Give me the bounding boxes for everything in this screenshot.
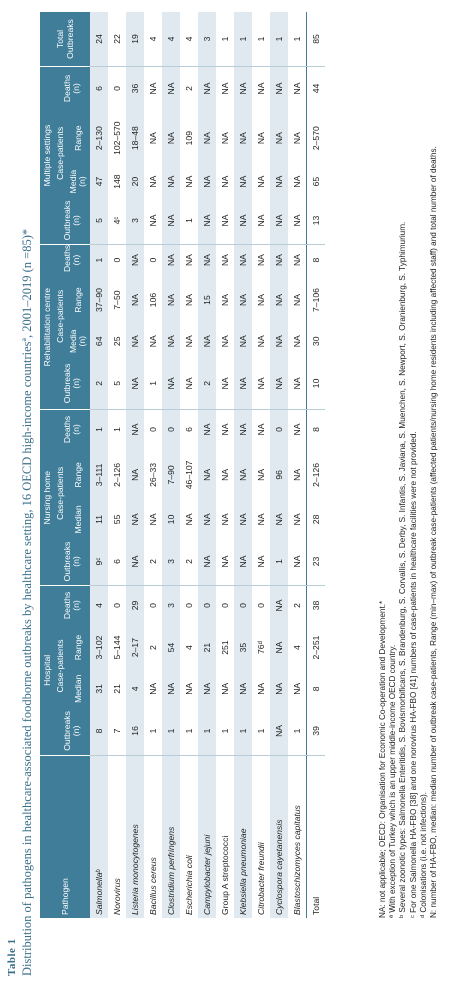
- value-cell: 64: [90, 325, 108, 358]
- value-cell: NA: [288, 670, 307, 707]
- value-cell: 1: [162, 707, 180, 755]
- value-cell: NA: [198, 501, 216, 538]
- value-cell: NA: [234, 275, 252, 325]
- total-cell: 1: [270, 12, 288, 66]
- value-cell: 4: [90, 586, 108, 625]
- value-cell: NA: [234, 325, 252, 358]
- footnote: ᶜ For one Salmonella HA-FBO [38] and one norovirus HA-FBO [41] numbers of case-patients in healthcare facilities were not provided.: [408, 431, 418, 918]
- value-cell: NA: [198, 166, 216, 196]
- value-cell: NA: [252, 670, 270, 707]
- value-cell: NA: [252, 410, 270, 449]
- value-cell: NA: [252, 66, 270, 109]
- value-cell: NA: [288, 325, 307, 358]
- value-cell: NA: [126, 358, 144, 410]
- value-cell: NA: [216, 275, 234, 325]
- value-cell: 5: [90, 197, 108, 245]
- total-cell: 4: [180, 12, 198, 66]
- value-cell: 3: [162, 586, 180, 625]
- value-cell: NA: [180, 166, 198, 196]
- value-cell: 4: [180, 625, 198, 671]
- value-cell: 3: [126, 197, 144, 245]
- value-cell: NA: [288, 538, 307, 586]
- value-cell: 6: [108, 538, 126, 586]
- value-cell: NA: [252, 358, 270, 410]
- setting-nursing-home: Nursing home: [40, 410, 53, 586]
- table-row: [198, 12, 216, 918]
- value-cell: 31: [90, 670, 108, 707]
- rehab-range-header: Range: [66, 275, 90, 325]
- value-cell: NA: [144, 66, 162, 109]
- value-cell: NA: [162, 66, 180, 109]
- pathogen-cell: Salmonellaᵇ: [90, 755, 108, 918]
- table-body: [90, 12, 325, 918]
- value-cell: 7–50: [108, 275, 126, 325]
- value-cell: NA: [126, 449, 144, 501]
- rehab-median-header: Media (n): [66, 325, 90, 358]
- footnote: ᵇ Several zoonotic types: Salmonella Enteritidis, S. Bovismorbificans, S. Brandenburg, S. Corvallis, S. Derby, S. Infantis, S. Javiana, S. Muenchen, S. Newport, S. Oranienburg, S. Typhimurium.: [398, 221, 408, 918]
- value-cell: NA: [198, 449, 216, 501]
- value-cell: NA: [180, 275, 198, 325]
- value-cell: NA: [234, 166, 252, 196]
- value-cell: NA: [288, 501, 307, 538]
- value-cell: NA: [180, 245, 198, 275]
- value-cell: 102–570: [108, 110, 126, 166]
- value-cell: 0: [144, 410, 162, 449]
- table-row: [108, 12, 126, 918]
- value-cell: 0: [144, 586, 162, 625]
- rehab-outbreaks-header: Outbreaks (n): [53, 358, 90, 410]
- table-row: [234, 12, 252, 918]
- value-cell: 54: [162, 625, 180, 671]
- table-row: [126, 12, 144, 918]
- value-cell: NA: [288, 110, 307, 166]
- value-cell: NA: [252, 166, 270, 196]
- value-cell: NA: [234, 501, 252, 538]
- total-cell: 1: [216, 12, 234, 66]
- value-cell: NA: [144, 110, 162, 166]
- value-cell: NA: [198, 110, 216, 166]
- value-cell: NA: [162, 275, 180, 325]
- table-row: [90, 12, 108, 918]
- total-cell: 19: [126, 12, 144, 66]
- footnote: ᵈ Colonisations (i.e. not infections).: [418, 792, 428, 918]
- value-cell: 26–33: [144, 449, 162, 501]
- value-cell: 47: [90, 166, 108, 196]
- value-cell: NA: [216, 110, 234, 166]
- value-cell: NA: [126, 325, 144, 358]
- value-cell: 251: [216, 625, 234, 671]
- value-cell: 20: [126, 166, 144, 196]
- multi-deaths-header: Deaths (n): [53, 66, 90, 109]
- pathogen-cell: Cyclospora cayetanensis: [270, 755, 288, 918]
- value-cell: 2–126: [307, 449, 326, 501]
- value-cell: NA: [252, 501, 270, 538]
- value-cell: 1: [270, 538, 288, 586]
- value-cell: 2: [198, 358, 216, 410]
- value-cell: NA: [216, 66, 234, 109]
- value-cell: NA: [162, 358, 180, 410]
- value-cell: NA: [270, 625, 288, 671]
- value-cell: NA: [162, 197, 180, 245]
- total-cell: 1: [234, 12, 252, 66]
- multi-range-header: Range: [66, 110, 90, 166]
- value-cell: NA: [288, 449, 307, 501]
- value-cell: 8: [307, 410, 326, 449]
- value-cell: NA: [162, 110, 180, 166]
- value-cell: 44: [307, 66, 326, 109]
- value-cell: 1: [252, 707, 270, 755]
- value-cell: NA: [288, 410, 307, 449]
- value-cell: 23: [307, 538, 326, 586]
- value-cell: 2: [180, 66, 198, 109]
- total-cell: 4: [144, 12, 162, 66]
- value-cell: 10: [307, 358, 326, 410]
- table-footnotes: [378, 18, 439, 918]
- value-cell: 2: [90, 358, 108, 410]
- value-cell: 96: [270, 449, 288, 501]
- value-cell: NA: [234, 410, 252, 449]
- value-cell: NA: [288, 275, 307, 325]
- value-cell: 46–107: [180, 449, 198, 501]
- value-cell: NA: [144, 670, 162, 707]
- value-cell: 5–144: [108, 625, 126, 671]
- value-cell: 2: [144, 625, 162, 671]
- total-cell: 4: [162, 12, 180, 66]
- total-row: [307, 12, 326, 918]
- value-cell: 1: [144, 358, 162, 410]
- value-cell: NA: [252, 110, 270, 166]
- value-cell: NA: [180, 501, 198, 538]
- value-cell: 4ᶜ: [108, 197, 126, 245]
- value-cell: 21: [198, 625, 216, 671]
- value-cell: NA: [252, 449, 270, 501]
- pathogen-cell: Blastoschizomyces capitatus: [288, 755, 307, 918]
- value-cell: 30: [307, 325, 326, 358]
- value-cell: NA: [288, 358, 307, 410]
- value-cell: NA: [252, 245, 270, 275]
- value-cell: NA: [216, 358, 234, 410]
- pathogen-cell: Total: [307, 755, 326, 918]
- value-cell: 1: [216, 707, 234, 755]
- value-cell: NA: [234, 538, 252, 586]
- value-cell: NA: [270, 197, 288, 245]
- value-cell: 7: [108, 707, 126, 755]
- value-cell: 2–126: [108, 449, 126, 501]
- value-cell: 55: [108, 501, 126, 538]
- value-cell: NA: [270, 670, 288, 707]
- value-cell: NA: [252, 538, 270, 586]
- pathogen-header: Pathogen: [40, 755, 90, 918]
- value-cell: 0: [162, 410, 180, 449]
- multi-case-patients-header: Case-patients: [53, 110, 66, 197]
- pathogen-table: [40, 12, 325, 918]
- value-cell: NA: [270, 166, 288, 196]
- pathogen-cell: Norovirus: [108, 755, 126, 918]
- value-cell: NA: [234, 66, 252, 109]
- value-cell: NA: [162, 245, 180, 275]
- value-cell: 5: [108, 358, 126, 410]
- table-row: [252, 12, 270, 918]
- value-cell: 76ᵈ: [252, 625, 270, 671]
- value-cell: NA: [126, 275, 144, 325]
- value-cell: 38: [307, 586, 326, 625]
- value-cell: 3–111: [90, 449, 108, 501]
- table-title: Distribution of pathogens in healthcare-associated foodborne outbreaks by healthcare setting, 16 OECD high-income countriesª, 2001–2019 (n =85)*: [20, 228, 34, 976]
- value-cell: 1: [180, 707, 198, 755]
- value-cell: 106: [144, 275, 162, 325]
- value-cell: 2–251: [307, 625, 326, 671]
- value-cell: NA: [144, 197, 162, 245]
- value-cell: NA: [234, 449, 252, 501]
- value-cell: NA: [288, 166, 307, 196]
- value-cell: NA: [270, 501, 288, 538]
- table-row: [144, 12, 162, 918]
- value-cell: NA: [234, 670, 252, 707]
- pathogen-cell: Escherichia coli: [180, 755, 198, 918]
- pathogen-cell: Bacillus cereus: [144, 755, 162, 918]
- value-cell: NA: [198, 538, 216, 586]
- value-cell: NA: [216, 245, 234, 275]
- value-cell: 0: [108, 245, 126, 275]
- setting-multiple: Multiple settings: [40, 66, 53, 244]
- value-cell: 8: [307, 245, 326, 275]
- value-cell: 39: [307, 707, 326, 755]
- table-row: [180, 12, 198, 918]
- value-cell: NA: [144, 166, 162, 196]
- value-cell: NA: [270, 707, 288, 755]
- value-cell: 6: [180, 410, 198, 449]
- value-cell: 21: [108, 670, 126, 707]
- total-outbreaks-header: Total Outbreaks: [40, 12, 90, 66]
- setting-rehabilitation: Rehabilitation centre: [40, 245, 53, 410]
- setting-hospital: Hospital: [40, 586, 53, 755]
- value-cell: NA: [216, 538, 234, 586]
- value-cell: 1: [180, 197, 198, 245]
- footnote: NA: not applicable; OECD: Organisation for Economic Co-operation and Development.*: [378, 600, 387, 918]
- value-cell: 7–90: [162, 449, 180, 501]
- value-cell: 0: [144, 245, 162, 275]
- value-cell: 16: [126, 707, 144, 755]
- value-cell: NA: [126, 501, 144, 538]
- value-cell: 1: [144, 707, 162, 755]
- value-cell: NA: [216, 410, 234, 449]
- value-cell: 13: [307, 197, 326, 245]
- value-cell: 8: [90, 707, 108, 755]
- footnote: N: number of HA-FBO, median: median number of outbreak case-patients, Range (min–max) of outbreak case-patients (affected patients/nursing home residents including affected staff) and total number of deaths.: [429, 146, 439, 918]
- value-cell: 15: [198, 275, 216, 325]
- value-cell: 35: [234, 625, 252, 671]
- value-cell: 2: [288, 586, 307, 625]
- rehab-deaths-header: Deaths (n): [53, 245, 90, 275]
- value-cell: NA: [180, 358, 198, 410]
- table-label: Table 1: [6, 938, 18, 976]
- value-cell: 1: [234, 707, 252, 755]
- value-cell: NA: [252, 197, 270, 245]
- value-cell: 1: [108, 410, 126, 449]
- value-cell: NA: [126, 410, 144, 449]
- table-row: [270, 12, 288, 918]
- value-cell: NA: [288, 66, 307, 109]
- value-cell: 0: [180, 586, 198, 625]
- pathogen-cell: Klebsiella pneumoniae: [234, 755, 252, 918]
- value-cell: 2–570: [307, 110, 326, 166]
- value-cell: NA: [270, 110, 288, 166]
- pathogen-cell: Citrobacter freundii: [252, 755, 270, 918]
- value-cell: NA: [144, 325, 162, 358]
- value-cell: 1: [90, 245, 108, 275]
- pathogen-cell: Campylobacter jejuni: [198, 755, 216, 918]
- value-cell: NA: [252, 325, 270, 358]
- value-cell: NA: [216, 197, 234, 245]
- value-cell: 8: [307, 670, 326, 707]
- value-cell: 28: [307, 501, 326, 538]
- value-cell: 0: [270, 410, 288, 449]
- value-cell: 2–130: [90, 110, 108, 166]
- hospital-outbreaks-header: Outbreaks (n): [53, 707, 90, 755]
- hospital-median-header: Median: [66, 670, 90, 707]
- value-cell: NA: [216, 449, 234, 501]
- value-cell: NA: [162, 325, 180, 358]
- value-cell: 2: [144, 538, 162, 586]
- total-cell: 3: [198, 12, 216, 66]
- value-cell: 10: [162, 501, 180, 538]
- value-cell: NA: [198, 410, 216, 449]
- value-cell: NA: [234, 245, 252, 275]
- table-row: [162, 12, 180, 918]
- value-cell: NA: [270, 325, 288, 358]
- table-row: [216, 12, 234, 918]
- value-cell: 0: [234, 586, 252, 625]
- value-cell: NA: [216, 325, 234, 358]
- value-cell: NA: [216, 166, 234, 196]
- rehab-case-patients-header: Case-patients: [53, 275, 66, 358]
- value-cell: NA: [126, 538, 144, 586]
- value-cell: NA: [270, 275, 288, 325]
- value-cell: 11: [90, 501, 108, 538]
- value-cell: 29: [126, 586, 144, 625]
- value-cell: NA: [252, 275, 270, 325]
- value-cell: 0: [252, 586, 270, 625]
- value-cell: NA: [234, 197, 252, 245]
- table-row: [288, 12, 307, 918]
- value-cell: 109: [180, 110, 198, 166]
- multi-median-header: Media (n): [66, 166, 90, 196]
- value-cell: 0: [108, 66, 126, 109]
- value-cell: NA: [288, 245, 307, 275]
- value-cell: NA: [270, 586, 288, 625]
- value-cell: NA: [288, 197, 307, 245]
- value-cell: 148: [108, 166, 126, 196]
- value-cell: 36: [126, 66, 144, 109]
- footnote: ª With exception of Turkey which is an upper middle-income OECD country.: [388, 644, 398, 918]
- value-cell: NA: [198, 245, 216, 275]
- value-cell: 7–106: [307, 275, 326, 325]
- hospital-case-patients-header: Case-patients: [53, 625, 66, 708]
- value-cell: NA: [198, 325, 216, 358]
- pathogen-cell: Group A streptococci: [216, 755, 234, 918]
- value-cell: 9ᶜ: [90, 538, 108, 586]
- value-cell: NA: [234, 358, 252, 410]
- value-cell: NA: [180, 670, 198, 707]
- total-cell: 1: [288, 12, 307, 66]
- value-cell: 0: [198, 586, 216, 625]
- value-cell: 65: [307, 166, 326, 196]
- value-cell: NA: [180, 325, 198, 358]
- nursing-range-header: Range: [66, 449, 90, 501]
- multi-outbreaks-header: Outbreaks (n): [53, 197, 90, 245]
- total-cell: 85: [307, 12, 326, 66]
- nursing-outbreaks-header: Outbreaks (n): [53, 538, 90, 586]
- value-cell: NA: [198, 670, 216, 707]
- value-cell: 4: [288, 625, 307, 671]
- hospital-deaths-header: Deaths (n): [53, 586, 90, 625]
- value-cell: 6: [90, 66, 108, 109]
- value-cell: NA: [270, 358, 288, 410]
- value-cell: NA: [270, 245, 288, 275]
- value-cell: 2: [180, 538, 198, 586]
- nursing-median-header: Median: [66, 501, 90, 538]
- hospital-range-header: Range: [66, 625, 90, 671]
- value-cell: NA: [198, 66, 216, 109]
- value-cell: 0: [216, 586, 234, 625]
- value-cell: NA: [126, 245, 144, 275]
- total-cell: 1: [252, 12, 270, 66]
- nursing-case-patients-header: Case-patients: [53, 449, 66, 538]
- nursing-deaths-header: Deaths (n): [53, 410, 90, 449]
- value-cell: 1: [288, 707, 307, 755]
- value-cell: 18–48: [126, 110, 144, 166]
- value-cell: NA: [198, 197, 216, 245]
- value-cell: NA: [216, 670, 234, 707]
- value-cell: 25: [108, 325, 126, 358]
- value-cell: 4: [126, 670, 144, 707]
- total-cell: 22: [108, 12, 126, 66]
- value-cell: NA: [270, 66, 288, 109]
- total-cell: 24: [90, 12, 108, 66]
- pathogen-cell: Listeria monocytogenes: [126, 755, 144, 918]
- value-cell: 0: [108, 586, 126, 625]
- value-cell: NA: [162, 166, 180, 196]
- value-cell: 3–102: [90, 625, 108, 671]
- value-cell: 1: [90, 410, 108, 449]
- value-cell: NA: [144, 501, 162, 538]
- value-cell: 2–17: [126, 625, 144, 671]
- value-cell: 37–90: [90, 275, 108, 325]
- value-cell: NA: [216, 501, 234, 538]
- value-cell: NA: [234, 110, 252, 166]
- value-cell: 3: [162, 538, 180, 586]
- value-cell: NA: [162, 670, 180, 707]
- pathogen-cell: Clostridium perfringens: [162, 755, 180, 918]
- value-cell: 1: [198, 707, 216, 755]
